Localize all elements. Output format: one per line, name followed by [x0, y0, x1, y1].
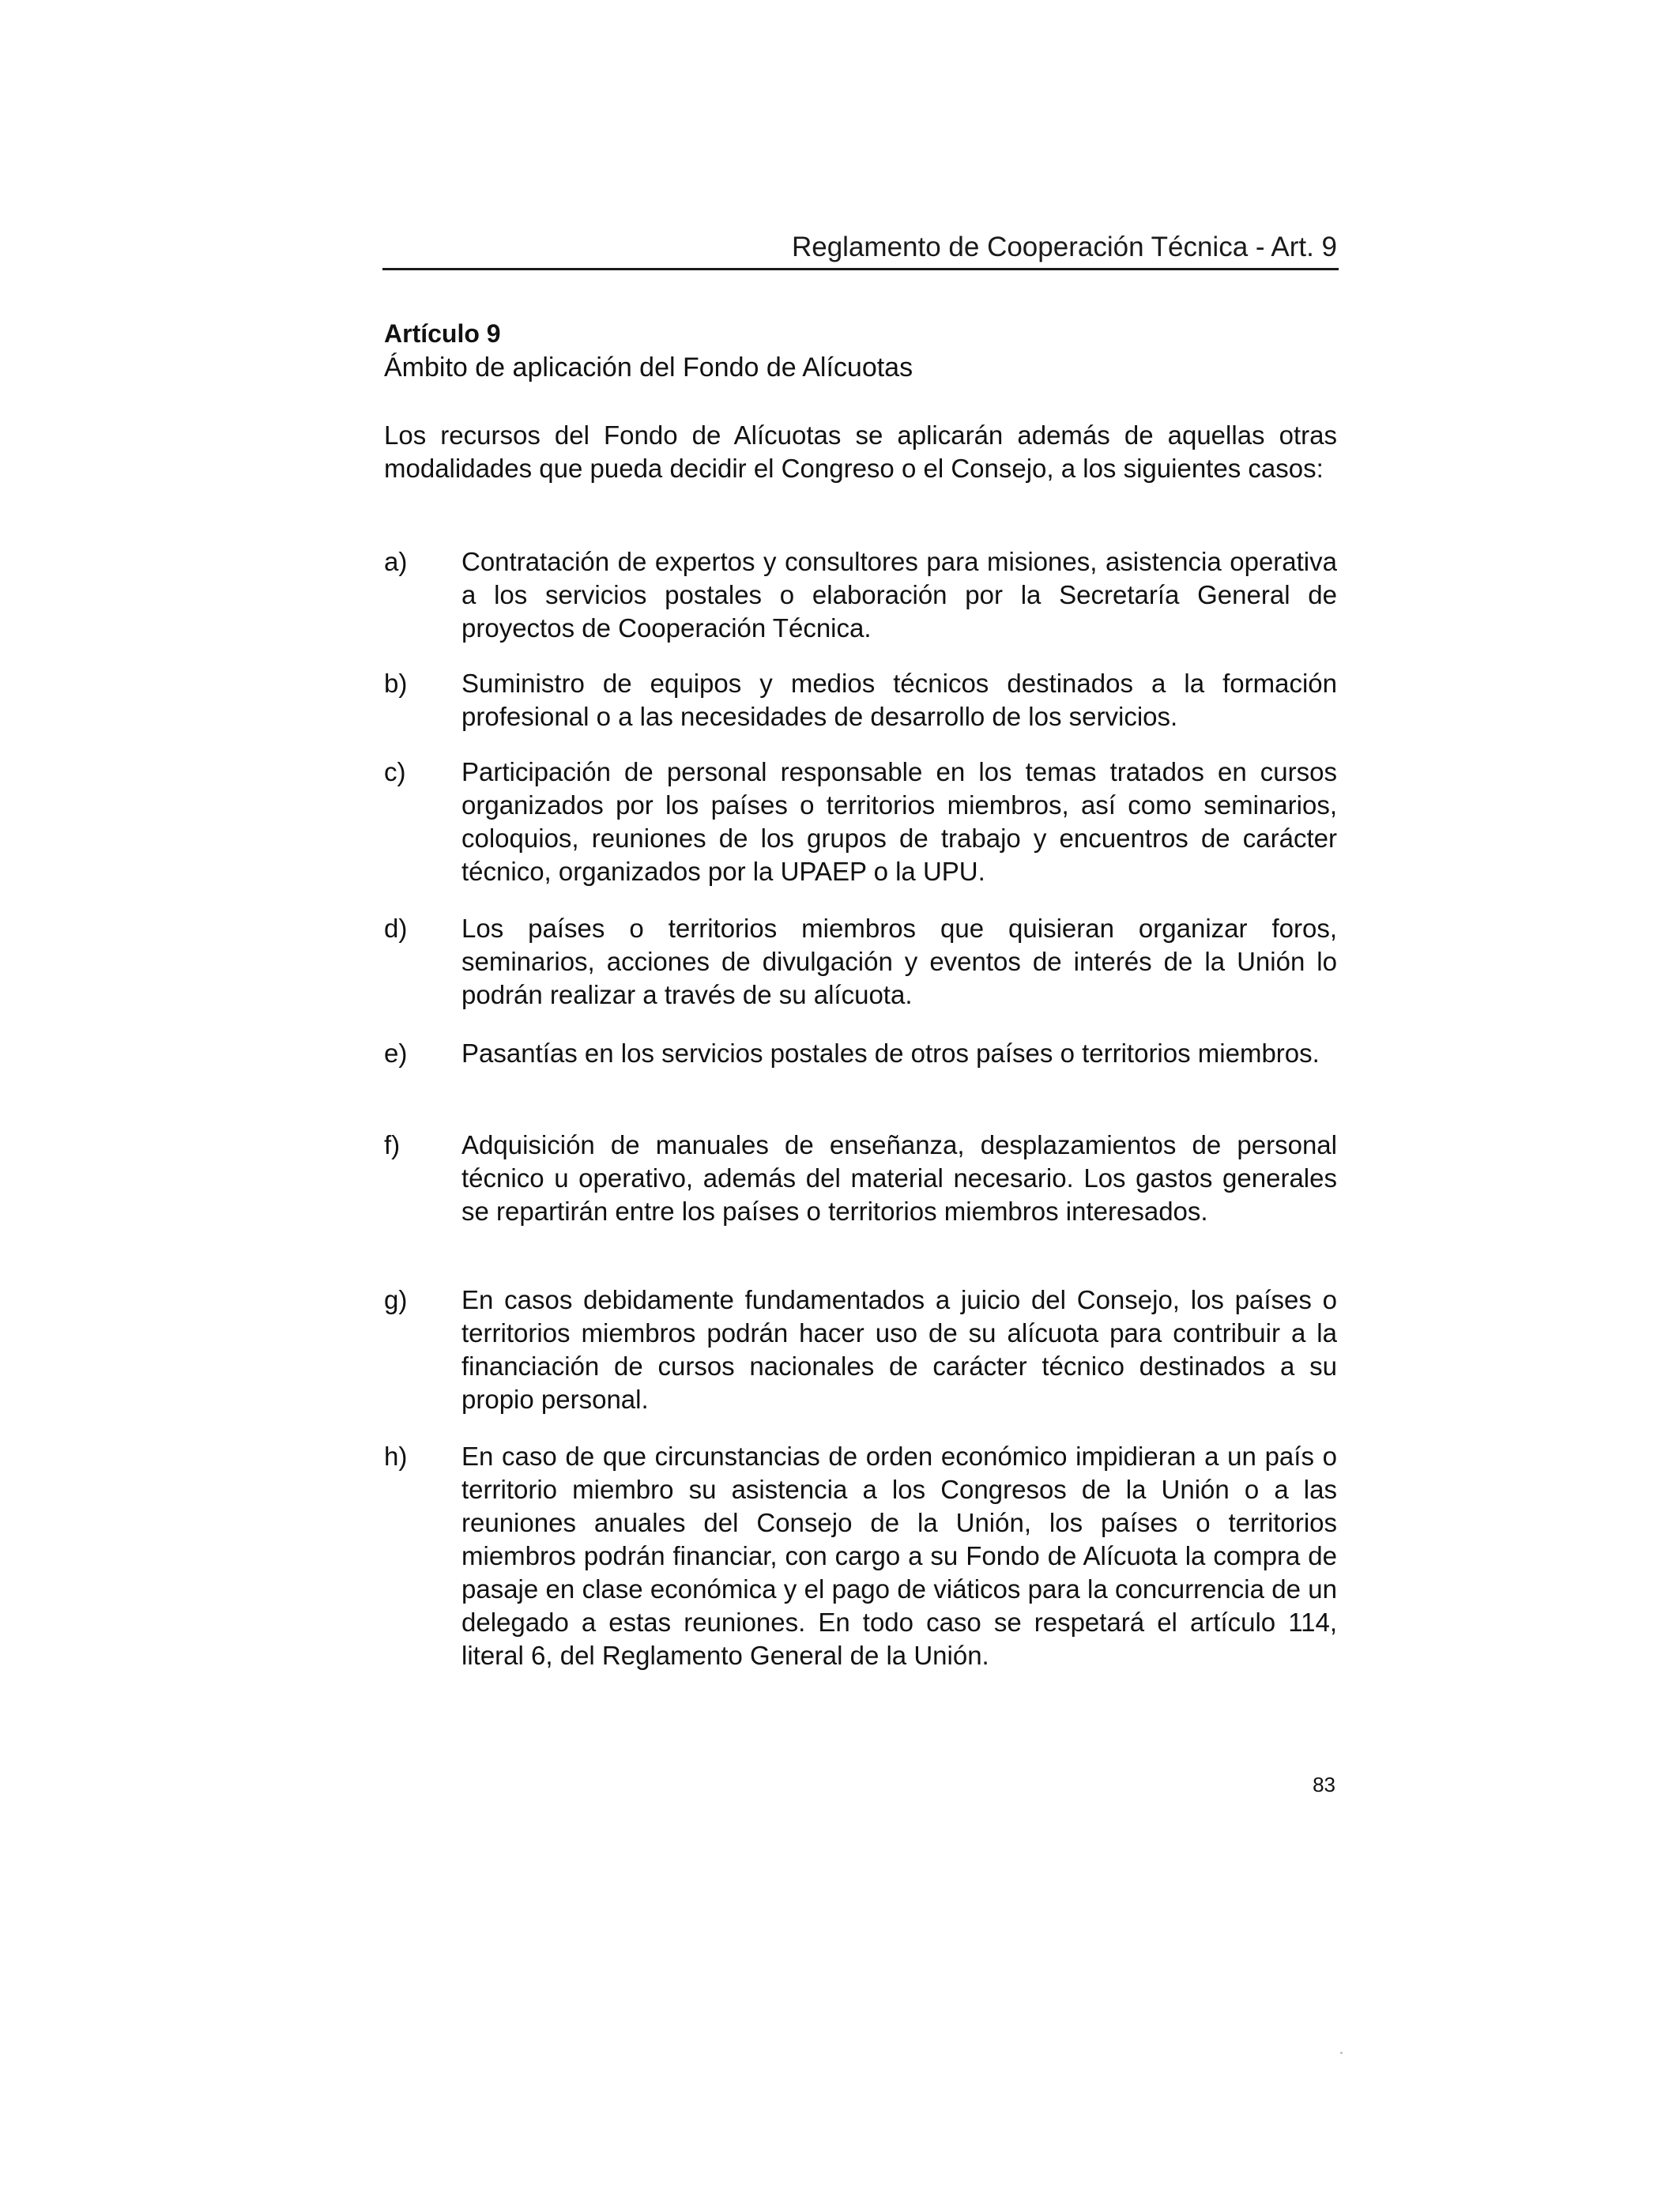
- item-letter: h): [384, 1442, 408, 1471]
- item-text: Adquisición de manuales de enseñanza, desplazamientos de personal técnico u operativo, además del material necesario. Los gastos generales se repartirán entre los países o territorios miembros interesados.: [461, 1130, 1337, 1226]
- scan-speck: [1340, 2052, 1343, 2054]
- item-text: Pasantías en los servicios postales de otros países o territorios miembros.: [461, 1039, 1320, 1068]
- item-letter: e): [384, 1039, 408, 1068]
- article-title: Artículo 9: [384, 319, 501, 348]
- item-letter: a): [384, 547, 408, 576]
- article-subtitle: Ámbito de aplicación del Fondo de Alícuotas: [384, 352, 913, 383]
- item-letter: g): [384, 1285, 408, 1314]
- running-header: Reglamento de Cooperación Técnica - Art. 9: [791, 232, 1337, 262]
- item-text: En caso de que circunstancias de orden económico impidieran a un país o territorio miembro su asistencia a los Congresos de la Unión o a las reuniones anuales del Consejo de la Unión, los países o territorios miembros podrán financiar, con cargo a su Fondo de Alícuota la compra de pasaje en clase económica y el pago de viáticos para la concurrencia de un delegado a estas reuniones. En todo caso se respetará el artículo 114, literal 6, del Reglamento General de la Unión.: [461, 1442, 1337, 1670]
- item-letter: b): [384, 669, 408, 698]
- item-letter: d): [384, 914, 408, 943]
- item-text: Participación de personal responsable en los temas tratados en cursos organizados por los países o territorios miembros, así como seminarios, coloquios, reuniones de los grupos de trabajo y encuentros de carácter técnico, organizados por la UPAEP o la UPU.: [461, 757, 1337, 886]
- header-rule: [382, 268, 1339, 270]
- item-text: Suministro de equipos y medios técnicos destinados a la formación profesional o a las necesidades de desarrollo de los servicios.: [461, 669, 1337, 731]
- item-text: En casos debidamente fundamentados a juicio del Consejo, los países o territorios miembros podrán hacer uso de su alícuota para contribuir a la financiación de cursos nacionales de carácter técnico destinados a su propio personal.: [461, 1285, 1337, 1414]
- item-letter: c): [384, 757, 406, 786]
- item-text: Contratación de expertos y consultores para misiones, asistencia operativa a los servicios postales o elaboración por la Secretaría General de proyectos de Cooperación Técnica.: [461, 547, 1337, 643]
- intro-paragraph: Los recursos del Fondo de Alícuotas se aplicarán además de aquellas otras modalidades que pueda decidir el Congreso o el Consejo, a los siguientes casos:: [384, 420, 1337, 483]
- item-text: Los países o territorios miembros que quisieran organizar foros, seminarios, acciones de divulgación y eventos de interés de la Unión lo podrán realizar a través de su alícuota.: [461, 914, 1337, 1009]
- item-letter: f): [384, 1130, 401, 1159]
- page-number: 83: [1313, 1773, 1335, 1796]
